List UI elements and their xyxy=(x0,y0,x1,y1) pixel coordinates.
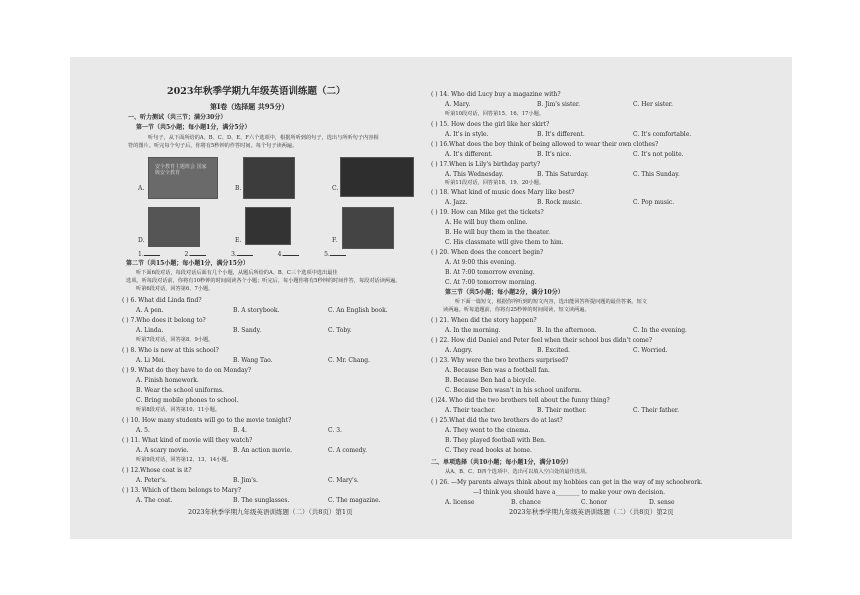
q20-option-a: A. At 9:00 this evening. xyxy=(445,259,517,266)
pic-letter-b: B. xyxy=(235,185,242,192)
blank-1[interactable] xyxy=(144,250,160,256)
q6-option-c: C. An English book. xyxy=(328,307,388,314)
dialog-note-10: 听第10段对话，回答第15、16、17小题。 xyxy=(445,111,545,117)
q10-option-a: A. 5. xyxy=(136,427,150,434)
q15-option-c: C. It's comfortable. xyxy=(633,131,692,138)
question-16: ( ) 16.What does the boy think of being allowed to wear their own clothes? xyxy=(431,141,659,148)
q23-option-b: B. Because Ben had a bicycle. xyxy=(445,377,537,384)
question-18: ( ) 18. What kind of music does Mary like best? xyxy=(431,189,575,196)
q8-option-b: B. Wang Tao. xyxy=(233,357,273,364)
pic-letter-f: F. xyxy=(332,237,338,244)
q18-option-c: C. Pop music. xyxy=(633,199,675,206)
q25-option-c: C. They read books at home. xyxy=(445,447,532,454)
q23-option-c: C. Because Ben wasn't in his school uniform. xyxy=(445,387,582,394)
question-24: ( )24. Who did the two brothers tell about the funny thing? xyxy=(431,397,610,404)
q9-option-a: A. Finish homework. xyxy=(136,377,199,384)
sec2-instructions-2: 选项。听每段对话前，你将有10秒钟的时间阅读各个小题；听完后，每小题你将有5秒钟的时间作答，每段对话读两遍。 xyxy=(126,278,401,284)
question-7: ( ) 7.Who does it belong to? xyxy=(122,317,206,324)
q13-option-a: A. The coat. xyxy=(136,497,173,504)
exam-sheet xyxy=(70,57,792,539)
q12-option-c: C. Mary's. xyxy=(328,477,359,484)
q12-option-a: A. Peter's. xyxy=(136,477,167,484)
sec2-instructions: 听下面6段对话，每段对话后面有几个小题，从题后所给的A、B、C三个选项中选出最佳 xyxy=(136,270,338,276)
question-19: ( ) 19. How can Mike get the tickets? xyxy=(431,209,544,216)
q15-option-a: A. It's in style. xyxy=(445,131,489,138)
question-11: ( ) 11. What kind of movie will they watch? xyxy=(122,437,253,444)
q14-option-c: C. Her sister. xyxy=(633,101,673,108)
question-21: ( ) 21. When did the story happen? xyxy=(431,317,537,324)
question-12: ( ) 12.Whose coat is it? xyxy=(122,467,192,474)
q16-option-b: B. It's nice. xyxy=(537,151,572,158)
pic-letter-a: A. xyxy=(138,185,145,192)
q9-option-c: C. Bring mobile phones to school. xyxy=(136,397,239,404)
q20-option-b: B. At 7:00 tomorrow evening. xyxy=(445,269,535,276)
exam-title: 2023年秋季学期九年级英语训练题（二） xyxy=(167,86,346,97)
page-footer-right: 2023年秋季学期九年级英语训练题（二）（共8页）第2页 xyxy=(509,508,674,516)
blank-3-label: 3. xyxy=(231,251,237,258)
q21-option-b: B. In the afternoon. xyxy=(537,327,597,334)
q11-option-b: B. An action movie. xyxy=(233,447,293,454)
question-14: ( ) 14. Who did Lucy buy a magazine with? xyxy=(431,91,561,98)
q26-option-c: C. honor xyxy=(581,499,608,506)
question-26: ( ) 26. —My parents always think about my hobbies can get in the way of my schoolwork. xyxy=(431,479,703,486)
q26-option-b: B. chance xyxy=(511,499,541,506)
q22-option-c: C. Worried. xyxy=(633,347,668,354)
picture-c xyxy=(340,157,414,197)
blank-4[interactable] xyxy=(283,250,299,256)
answer-blanks xyxy=(138,250,346,258)
picture-a-caption: 安全教育主题班会 国家级安全教育 xyxy=(155,164,207,176)
q7-option-c: C. Toby. xyxy=(328,327,352,334)
q21-option-c: C. In the evening. xyxy=(633,327,687,334)
dialog-note-9: 听第9段对话，回答第12、13、14小题。 xyxy=(136,457,232,463)
left-page xyxy=(70,57,431,539)
q26-option-d: D. sense xyxy=(649,499,675,506)
q19-option-b: B. He will buy them in the theater. xyxy=(445,229,551,236)
page-footer-left: 2023年秋季学期九年级英语训练题（二）（共8页）第1页 xyxy=(188,508,353,516)
q18-option-a: A. Jazz. xyxy=(445,199,468,206)
section-heading-listening: 一、听力测试（共三节；满分30分） xyxy=(128,114,227,121)
section2-instructions: 从A、B、C、D四个选项中，选出可以填入空白处的最佳选项。 xyxy=(445,469,591,475)
question-13: ( ) 13. Which of them belongs to Mary? xyxy=(122,487,241,494)
question-17: ( ) 17.When is Lily's birthday party? xyxy=(431,161,541,168)
picture-e xyxy=(245,207,291,245)
q7-option-b: B. Sandy. xyxy=(233,327,262,334)
q26-option-a: A. license xyxy=(445,499,475,506)
blank-2[interactable] xyxy=(190,250,206,256)
question-6: ( ) 6. What did Linda find? xyxy=(122,297,202,304)
question-23: ( ) 23. Why were the two brothers surprised? xyxy=(431,357,569,364)
q17-option-c: C. This Sunday. xyxy=(633,171,680,178)
blank-5[interactable] xyxy=(330,250,346,256)
q24-option-a: A. Their teacher. xyxy=(445,407,496,414)
sec1-heading: 第一节（共5小题；每小题1分，满分5分） xyxy=(136,124,251,131)
q25-option-b: B. They played football with Ben. xyxy=(445,437,546,444)
q18-option-b: B. Rock music. xyxy=(537,199,583,206)
blank-1-label: 1. xyxy=(138,251,144,258)
q16-option-a: A. It's different. xyxy=(445,151,493,158)
pic-letter-d: D. xyxy=(138,237,145,244)
q10-option-b: B. 4. xyxy=(233,427,247,434)
question-8: ( ) 8. Who is new at this school? xyxy=(122,347,219,354)
sec3-instructions: 听下面一篇短文，根据你所听到的短文内容，选出能回答所提问题的最佳答案。短文 xyxy=(455,299,647,305)
blank-2-label: 2. xyxy=(184,251,191,258)
q17-option-b: B. This Saturday. xyxy=(537,171,589,178)
part-heading: 第Ⅰ卷（选择题 共95分） xyxy=(210,102,289,111)
question-20: ( ) 20. When does the concert begin? xyxy=(431,249,544,256)
q16-option-c: C. It's not polite. xyxy=(633,151,684,158)
sec3-heading: 第三节（共5小题；每小题2分，满分10分） xyxy=(445,289,564,296)
q22-option-b: B. Excited. xyxy=(537,347,570,354)
blank-4-label: 4. xyxy=(277,251,284,258)
dialog-note-11: 听第11段对话，回答第18、19、20小题。 xyxy=(445,180,545,186)
picture-b xyxy=(243,157,295,199)
q13-option-c: C. The magazine. xyxy=(328,497,381,504)
question-25: ( ) 25.What did the two brothers do at last? xyxy=(431,417,563,424)
q19-option-c: C. His classmate will give them to him. xyxy=(445,239,564,246)
q23-option-a: A. Because Ben was a football fan. xyxy=(445,367,550,374)
question-10: ( ) 10. How many students will go to the movie tonight? xyxy=(122,417,292,424)
q8-option-c: C. Mr. Chang. xyxy=(328,357,371,364)
q6-option-a: A. A pen. xyxy=(136,307,164,314)
picture-d xyxy=(148,207,200,247)
q6-option-b: B. A storybook. xyxy=(233,307,280,314)
q8-option-a: A. Li Mei. xyxy=(136,357,166,364)
sec2-instructions-3: 听第6段对话，回答第6、7小题。 xyxy=(136,286,214,292)
q24-option-b: B. Their mother. xyxy=(537,407,587,414)
q25-option-a: A. They went to the cinema. xyxy=(445,427,531,434)
q7-option-a: A. Linda. xyxy=(136,327,164,334)
sec1-instructions: 听句子，从下面所给的A、B、C、D、E、F六个选项中，根据所听到的句子，选出与所听句子内容相 xyxy=(148,135,379,141)
q9-option-b: B. Wear the school uniforms. xyxy=(136,387,224,394)
q26-line-2: —I think you should have a________ to make your own decision. xyxy=(473,489,666,496)
picture-a xyxy=(148,157,218,199)
blank-5-label: 5. xyxy=(324,251,330,258)
q21-option-a: A. In the morning. xyxy=(445,327,501,334)
sec3-instructions-2: 读两遍。听每道题前，你将有25秒钟的时间阅读，短文读两遍。 xyxy=(443,307,590,313)
q15-option-b: B. It's different. xyxy=(537,131,585,138)
blank-3[interactable] xyxy=(237,250,253,256)
q24-option-c: C. Their father. xyxy=(633,407,680,414)
pic-letter-c: C. xyxy=(332,185,339,192)
q13-option-b: B. The sunglasses. xyxy=(233,497,290,504)
dialog-note-8: 听第8段对话，回答第10、11小题。 xyxy=(136,407,220,413)
q11-option-a: A. A scary movie. xyxy=(136,447,189,454)
question-9: ( ) 9. What do they have to do on Monday? xyxy=(122,367,252,374)
q11-option-c: C. A comedy. xyxy=(328,447,367,454)
sec1-instructions-2: 符的图片。听完每个句子后，你将有5秒钟的作答时间。每个句子读两遍。 xyxy=(128,143,298,149)
sec2-heading: 第二节（共15小题；每小题1分，满分15分） xyxy=(126,260,249,267)
q14-option-a: A. Mary. xyxy=(445,101,471,108)
q17-option-a: A. This Wednesday. xyxy=(445,171,504,178)
q12-option-b: B. Jim's. xyxy=(233,477,258,484)
dialog-note-7: 听第7段对话，回答第8、9小题。 xyxy=(136,337,214,343)
question-22: ( ) 22. How did Daniel and Peter feel when their school bus didn't come? xyxy=(431,337,653,344)
pic-letter-e: E. xyxy=(235,237,242,244)
picture-f xyxy=(342,207,394,249)
section-heading-grammar: 二、单项选择（共10小题；每小题1分，满分10分） xyxy=(431,459,572,466)
q10-option-c: C. 3. xyxy=(328,427,342,434)
q14-option-b: B. Jim's sister. xyxy=(537,101,581,108)
q19-option-a: A. He will buy them online. xyxy=(445,219,528,226)
question-15: ( ) 15. How does the girl like her skirt? xyxy=(431,121,550,128)
right-page xyxy=(431,57,792,539)
q22-option-a: A. Angry. xyxy=(445,347,473,354)
q20-option-c: C. At 7:00 tomorrow morning. xyxy=(445,279,537,286)
